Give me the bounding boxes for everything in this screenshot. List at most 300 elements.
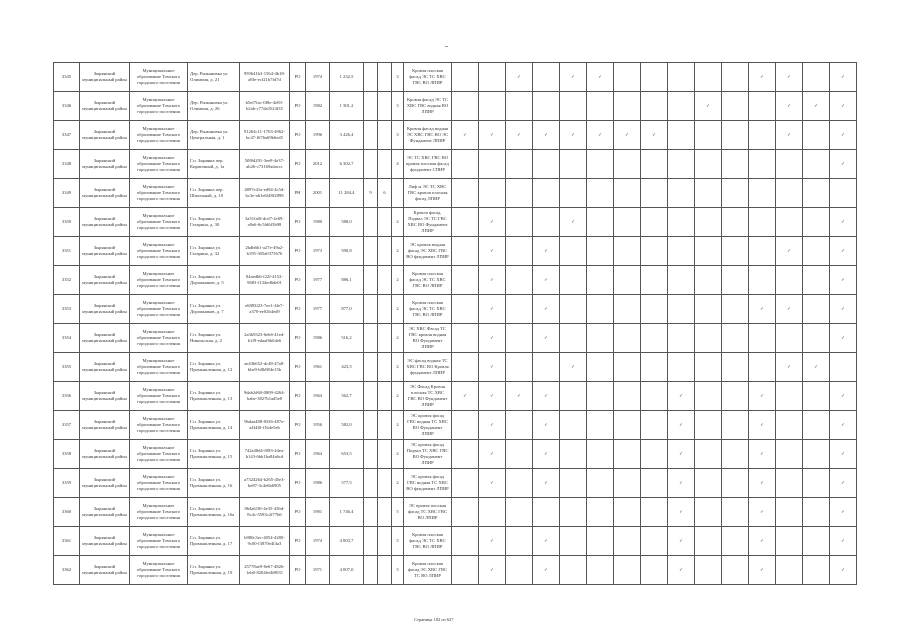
floors-cell <box>364 63 378 92</box>
empty-check-cell <box>722 527 749 556</box>
entrances-cell <box>378 92 392 121</box>
empty-check-cell <box>803 440 830 469</box>
year-cell: 1986 <box>306 469 330 498</box>
empty-check-cell <box>560 92 587 121</box>
empty-check-cell <box>614 527 641 556</box>
floors-cell <box>364 150 378 179</box>
floors-cell <box>364 498 378 527</box>
check-mark-icon: ✓ <box>668 411 695 440</box>
empty-check-cell <box>533 150 560 179</box>
empty-check-cell <box>749 92 776 121</box>
empty-check-cell <box>452 440 479 469</box>
entrances-cell <box>378 295 392 324</box>
wall-material-cell: PO <box>290 382 306 411</box>
check-mark-icon: ✓ <box>830 469 857 498</box>
check-mark-icon: ✓ <box>479 411 506 440</box>
works-list-cell: ЭС кровля фасад ГВС водная ТС ХВС ВО Фундамент ЛПИР <box>404 411 452 440</box>
floor-count-cell: 5 <box>392 556 404 585</box>
empty-check-cell <box>695 440 722 469</box>
check-mark-icon: ✓ <box>614 121 641 150</box>
works-list-cell: Кровля фасад. Подвал ЭС ТС ГВС ХВС ВО Фундамент ЛПИР <box>404 208 452 237</box>
empty-check-cell <box>506 208 533 237</box>
empty-check-cell <box>668 121 695 150</box>
empty-check-cell <box>452 527 479 556</box>
entrances-cell <box>378 469 392 498</box>
check-mark-icon: ✓ <box>749 63 776 92</box>
empty-check-cell <box>614 324 641 353</box>
check-mark-icon: ✓ <box>479 556 506 585</box>
row-number: 3345 <box>54 63 80 92</box>
area-cell: 6 302,7 <box>330 150 364 179</box>
table-row <box>54 92 857 121</box>
settlement-cell: Муниципальное образование Томского городского поселения <box>130 150 188 179</box>
works-list-cell: ЭС фасад водная ТС ХВС ГВС ВО Кровля фундамент ЛПИР <box>404 353 452 382</box>
empty-check-cell <box>587 208 614 237</box>
area-cell: 1 301,2 <box>330 92 364 121</box>
row-number: 3355 <box>54 353 80 382</box>
empty-check-cell <box>560 527 587 556</box>
empty-check-cell <box>587 179 614 208</box>
area-cell: 11 284,4 <box>330 179 364 208</box>
empty-check-cell <box>722 353 749 382</box>
fias-code-cell: 25778ae9-8e67-4826-1eb0-8204fedb9031 <box>240 556 290 585</box>
district-cell: Зырянский муниципальный район <box>80 63 130 92</box>
empty-check-cell <box>695 353 722 382</box>
check-mark-icon: ✓ <box>695 92 722 121</box>
empty-check-cell <box>803 295 830 324</box>
check-mark-icon: ✓ <box>479 266 506 295</box>
empty-check-cell <box>452 498 479 527</box>
empty-check-cell <box>641 179 668 208</box>
floors-cell <box>364 324 378 353</box>
empty-check-cell <box>668 92 695 121</box>
check-mark-icon: ✓ <box>668 556 695 585</box>
empty-check-cell <box>506 179 533 208</box>
empty-check-cell <box>506 295 533 324</box>
year-cell: 1980 <box>306 208 330 237</box>
floors-cell <box>364 440 378 469</box>
area-cell: 886,1 <box>330 266 364 295</box>
empty-check-cell <box>587 92 614 121</box>
floor-count-cell: 2 <box>392 295 404 324</box>
check-mark-icon: ✓ <box>830 411 857 440</box>
entrances-cell <box>378 324 392 353</box>
empty-check-cell <box>803 498 830 527</box>
settlement-cell: Муниципальное образование Томского городского поселения <box>130 92 188 121</box>
check-mark-icon: ✓ <box>830 498 857 527</box>
floor-count-cell: 5 <box>392 498 404 527</box>
check-mark-icon: ✓ <box>533 527 560 556</box>
empty-check-cell <box>803 237 830 266</box>
check-mark-icon: ✓ <box>479 440 506 469</box>
empty-check-cell <box>506 266 533 295</box>
floor-count-cell: 3 <box>392 63 404 92</box>
floor-count-cell: 2 <box>392 324 404 353</box>
fias-code-cell: 742a48d4-f083-44ea-b143-6bb1ba84a6cd <box>240 440 290 469</box>
fias-code-cell: 9bdaa488-8336-487e-a4f4f0-f1b4e5eb <box>240 411 290 440</box>
district-cell: Зырянский муниципальный район <box>80 382 130 411</box>
check-mark-icon: ✓ <box>803 353 830 382</box>
settlement-cell: Муниципальное образование Томского городского поселения <box>130 179 188 208</box>
entrances-cell <box>378 382 392 411</box>
year-cell: 1981 <box>306 498 330 527</box>
floors-cell <box>364 92 378 121</box>
check-mark-icon: ✓ <box>830 440 857 469</box>
check-mark-icon: ✓ <box>479 295 506 324</box>
entrances-cell <box>378 121 392 150</box>
check-mark-icon: ✓ <box>749 498 776 527</box>
check-mark-icon: ✓ <box>506 121 533 150</box>
empty-check-cell <box>641 556 668 585</box>
empty-check-cell <box>668 353 695 382</box>
district-cell: Зырянский муниципальный район <box>80 353 130 382</box>
empty-check-cell <box>560 440 587 469</box>
empty-check-cell <box>803 527 830 556</box>
entrances-cell <box>378 353 392 382</box>
empty-check-cell <box>506 411 533 440</box>
wall-material-cell: PO <box>290 295 306 324</box>
area-cell: 516,2 <box>330 324 364 353</box>
row-number: 3349 <box>54 179 80 208</box>
fias-code-cell: 864a618f-4e35-436d-8c4c-5593c2f77b6 <box>240 498 290 527</box>
empty-check-cell <box>587 266 614 295</box>
settlement-cell: Муниципальное образование Томского городского поселения <box>130 382 188 411</box>
area-cell: 3 426,4 <box>330 121 364 150</box>
empty-check-cell <box>452 208 479 237</box>
empty-check-cell <box>695 556 722 585</box>
row-number: 3346 <box>54 92 80 121</box>
wall-material-cell: PO <box>290 266 306 295</box>
empty-check-cell <box>506 150 533 179</box>
row-number: 3360 <box>54 498 80 527</box>
fias-code-cell: 84aedb6-f22f-4152-9683-f134ed6de01 <box>240 266 290 295</box>
floor-count-cell: 2 <box>392 208 404 237</box>
empty-check-cell <box>506 353 533 382</box>
check-mark-icon: ✓ <box>776 353 803 382</box>
empty-check-cell <box>803 208 830 237</box>
empty-check-cell <box>452 295 479 324</box>
works-list-cell: ЭС кровля водная фасад ЭС ХВС ГВС ВО фундамент ЛПИР <box>404 237 452 266</box>
floors-cell <box>364 527 378 556</box>
empty-check-cell <box>749 237 776 266</box>
year-cell: 1974 <box>306 63 330 92</box>
empty-check-cell <box>452 150 479 179</box>
works-list-cell: Кровля плоская фасад ЭС ТС ХВС ГВС ВО ЛПИР <box>404 266 452 295</box>
empty-check-cell <box>587 498 614 527</box>
empty-check-cell <box>668 208 695 237</box>
empty-check-cell <box>614 353 641 382</box>
table-row <box>54 63 857 92</box>
entrances-cell <box>378 150 392 179</box>
empty-check-cell <box>452 411 479 440</box>
row-number: 3358 <box>54 440 80 469</box>
check-mark-icon: ✓ <box>533 440 560 469</box>
empty-check-cell <box>695 324 722 353</box>
check-mark-icon: ✓ <box>479 237 506 266</box>
district-cell: Зырянский муниципальный район <box>80 179 130 208</box>
empty-check-cell <box>776 411 803 440</box>
check-mark-icon: ✓ <box>560 208 587 237</box>
fias-code-cell: e6883f23-7ee1-4fe7-a370-ee02b4ed9 <box>240 295 290 324</box>
district-cell: Зырянский муниципальный район <box>80 469 130 498</box>
empty-check-cell <box>776 208 803 237</box>
entrances-cell <box>378 527 392 556</box>
empty-check-cell <box>614 179 641 208</box>
check-mark-icon: ✓ <box>533 295 560 324</box>
empty-check-cell <box>614 266 641 295</box>
empty-check-cell <box>668 179 695 208</box>
empty-check-cell <box>695 121 722 150</box>
empty-check-cell <box>479 92 506 121</box>
empty-check-cell <box>506 469 533 498</box>
check-mark-icon: ✓ <box>641 121 668 150</box>
empty-check-cell <box>452 63 479 92</box>
district-cell: Зырянский муниципальный район <box>80 440 130 469</box>
empty-check-cell <box>587 237 614 266</box>
check-mark-icon: ✓ <box>749 382 776 411</box>
empty-check-cell <box>803 411 830 440</box>
fias-code-cell: 5f80d291-3ee8-4e37-ab26-c73169adaccc <box>240 150 290 179</box>
empty-check-cell <box>506 498 533 527</box>
empty-check-cell <box>668 150 695 179</box>
empty-check-cell <box>722 440 749 469</box>
works-list-cell: ЭС ХВС Фасад ТС ГВС кровля водная ВО Фундамент ЛПИР <box>404 324 452 353</box>
empty-check-cell <box>614 237 641 266</box>
empty-check-cell <box>722 92 749 121</box>
empty-check-cell <box>560 324 587 353</box>
fias-code-cell: a7324264-b265-45e3-be87-3c4e6b6905 <box>240 469 290 498</box>
table-row <box>54 121 857 150</box>
wall-material-cell: РН <box>290 179 306 208</box>
settlement-cell: Муниципальное образование Томского городского поселения <box>130 469 188 498</box>
empty-check-cell <box>722 208 749 237</box>
wall-material-cell: PO <box>290 498 306 527</box>
settlement-cell: Муниципальное образование Томского городского поселения <box>130 411 188 440</box>
empty-check-cell <box>506 527 533 556</box>
year-cell: 2001 <box>306 179 330 208</box>
address-cell: Дер. Рыжановка ул. Олимпия, д. 26 <box>188 92 240 121</box>
empty-check-cell <box>641 150 668 179</box>
entrances-cell <box>378 556 392 585</box>
empty-check-cell <box>479 150 506 179</box>
empty-check-cell <box>587 295 614 324</box>
address-cell: Г.п. Зырянка ул. Гагарина, д. 30 <box>188 208 240 237</box>
empty-check-cell <box>560 295 587 324</box>
check-mark-icon: ✓ <box>479 382 506 411</box>
year-cell: 1971 <box>306 556 330 585</box>
empty-check-cell <box>641 92 668 121</box>
empty-check-cell <box>560 556 587 585</box>
row-number: 3353 <box>54 295 80 324</box>
check-mark-icon: ✓ <box>479 353 506 382</box>
empty-check-cell <box>560 266 587 295</box>
settlement-cell: Муниципальное образование Томского городского поселения <box>130 440 188 469</box>
floor-count-cell: 3 <box>392 92 404 121</box>
empty-check-cell <box>533 92 560 121</box>
empty-check-cell <box>722 150 749 179</box>
check-mark-icon: ✓ <box>776 63 803 92</box>
empty-check-cell <box>452 353 479 382</box>
empty-check-cell <box>479 63 506 92</box>
floor-count-cell: 2 <box>392 237 404 266</box>
area-cell: 1 232,5 <box>330 63 364 92</box>
works-list-cell: ЭС кровля фасад Подвал ТС ХВС ГВС ВО Фундамент ЛПИР <box>404 440 452 469</box>
check-mark-icon: ✓ <box>533 237 560 266</box>
check-mark-icon: ✓ <box>668 382 695 411</box>
empty-check-cell <box>695 469 722 498</box>
area-cell: 4 007,0 <box>330 556 364 585</box>
check-mark-icon: ✓ <box>560 121 587 150</box>
empty-check-cell <box>479 179 506 208</box>
check-mark-icon: ✓ <box>749 556 776 585</box>
table-row <box>54 324 857 353</box>
empty-check-cell <box>749 208 776 237</box>
page-footer: Страница 182 из 627 <box>414 617 454 622</box>
check-mark-icon: ✓ <box>830 382 857 411</box>
table-row <box>54 208 857 237</box>
empty-check-cell <box>641 440 668 469</box>
year-cell: 1977 <box>306 266 330 295</box>
check-mark-icon: ✓ <box>830 121 857 150</box>
floor-count-cell: 2 <box>392 440 404 469</box>
address-cell: Г.п. Зырянка ул. Дорожников, д. 5 <box>188 266 240 295</box>
empty-check-cell <box>722 266 749 295</box>
empty-check-cell <box>506 556 533 585</box>
year-cell: 1986 <box>306 324 330 353</box>
empty-check-cell <box>776 498 803 527</box>
empty-check-cell <box>722 382 749 411</box>
empty-check-cell <box>587 353 614 382</box>
check-mark-icon: ✓ <box>830 266 857 295</box>
district-cell: Зырянский муниципальный район <box>80 295 130 324</box>
empty-check-cell <box>722 121 749 150</box>
floors-cell <box>364 295 378 324</box>
table-row <box>54 556 857 585</box>
check-mark-icon: ✓ <box>776 121 803 150</box>
settlement-cell: Муниципальное образование Томского городского поселения <box>130 498 188 527</box>
empty-check-cell <box>560 150 587 179</box>
check-mark-icon: ✓ <box>668 469 695 498</box>
floors-cell <box>364 382 378 411</box>
works-list-cell: ЭС ТС ХВС ГВС ВО кровля плоская фасад фундамент СПИР <box>404 150 452 179</box>
empty-check-cell <box>803 382 830 411</box>
wall-material-cell: PO <box>290 469 306 498</box>
table-row <box>54 150 857 179</box>
empty-check-cell <box>641 469 668 498</box>
empty-check-cell <box>614 556 641 585</box>
empty-check-cell <box>695 63 722 92</box>
empty-check-cell <box>560 498 587 527</box>
table-row <box>54 353 857 382</box>
check-mark-icon: ✓ <box>560 63 587 92</box>
empty-check-cell <box>560 469 587 498</box>
empty-check-cell <box>695 208 722 237</box>
year-cell: 1982 <box>306 92 330 121</box>
empty-check-cell <box>641 266 668 295</box>
check-mark-icon: ✓ <box>668 498 695 527</box>
empty-check-cell <box>803 266 830 295</box>
area-cell: 588,0 <box>330 208 364 237</box>
row-number: 3359 <box>54 469 80 498</box>
table-row <box>54 237 857 266</box>
fias-code-cell: ae43b652-dc48-47a8-bbe9-b8b984e15b <box>240 353 290 382</box>
district-cell: Зырянский муниципальный район <box>80 411 130 440</box>
empty-check-cell <box>668 324 695 353</box>
empty-check-cell <box>695 179 722 208</box>
check-mark-icon: ✓ <box>830 208 857 237</box>
empty-check-cell <box>452 237 479 266</box>
address-cell: Г.п. Зырянка ул. Промышленная, д. 13 <box>188 382 240 411</box>
fias-code-cell: 3a51fa0f-dcd7-4c69-a9a6-6c5fd6f3b98 <box>240 208 290 237</box>
year-cell: 1956 <box>306 411 330 440</box>
check-mark-icon: ✓ <box>830 150 857 179</box>
empty-check-cell <box>614 498 641 527</box>
empty-check-cell <box>560 382 587 411</box>
works-list-cell: Кровля плоская фасад ЭС ХВС ГВС ТС ВО ЛПИР <box>404 556 452 585</box>
empty-check-cell <box>452 556 479 585</box>
empty-check-cell <box>641 237 668 266</box>
check-mark-icon: ✓ <box>533 324 560 353</box>
year-cell: 1996 <box>306 121 330 150</box>
row-number: 3351 <box>54 237 80 266</box>
empty-check-cell <box>695 266 722 295</box>
check-mark-icon: ✓ <box>830 324 857 353</box>
district-cell: Зырянский муниципальный район <box>80 237 130 266</box>
works-list-cell: ЭС кровля плоская фасад ТС ХВС ГВС ВО ЛПИР <box>404 498 452 527</box>
empty-check-cell <box>560 237 587 266</box>
empty-check-cell <box>479 498 506 527</box>
wall-material-cell: PO <box>290 353 306 382</box>
district-cell: Зырянский муниципальный район <box>80 556 130 585</box>
district-cell: Зырянский муниципальный район <box>80 498 130 527</box>
empty-check-cell <box>614 469 641 498</box>
empty-check-cell <box>722 179 749 208</box>
area-cell: 1 746,4 <box>330 498 364 527</box>
empty-check-cell <box>614 208 641 237</box>
empty-check-cell <box>749 324 776 353</box>
check-mark-icon: ✓ <box>533 556 560 585</box>
check-mark-icon: ✓ <box>776 237 803 266</box>
fias-code-cell: 959641b3-1564-4b18-a8fe-ecf21b7fd7d <box>240 63 290 92</box>
empty-check-cell <box>614 63 641 92</box>
empty-check-cell <box>641 63 668 92</box>
empty-check-cell <box>776 150 803 179</box>
empty-check-cell <box>722 556 749 585</box>
district-cell: Зырянский муниципальный район <box>80 266 130 295</box>
floors-cell <box>364 237 378 266</box>
check-mark-icon: ✓ <box>830 63 857 92</box>
address-cell: Дер. Рыжановка ул. Олимпия, д. 21 <box>188 63 240 92</box>
empty-check-cell <box>506 324 533 353</box>
table-row <box>54 440 857 469</box>
empty-check-cell <box>587 411 614 440</box>
empty-check-cell <box>452 92 479 121</box>
check-mark-icon: ✓ <box>506 63 533 92</box>
empty-check-cell <box>776 527 803 556</box>
check-mark-icon: ✓ <box>587 63 614 92</box>
row-number: 3357 <box>54 411 80 440</box>
empty-check-cell <box>722 324 749 353</box>
area-cell: 653,5 <box>330 440 364 469</box>
wall-material-cell: PO <box>290 527 306 556</box>
entrances-cell <box>378 498 392 527</box>
check-mark-icon: ✓ <box>749 411 776 440</box>
empty-check-cell <box>587 382 614 411</box>
entrances-cell <box>378 440 392 469</box>
empty-check-cell <box>722 498 749 527</box>
empty-check-cell <box>776 382 803 411</box>
year-cell: 1973 <box>306 237 330 266</box>
